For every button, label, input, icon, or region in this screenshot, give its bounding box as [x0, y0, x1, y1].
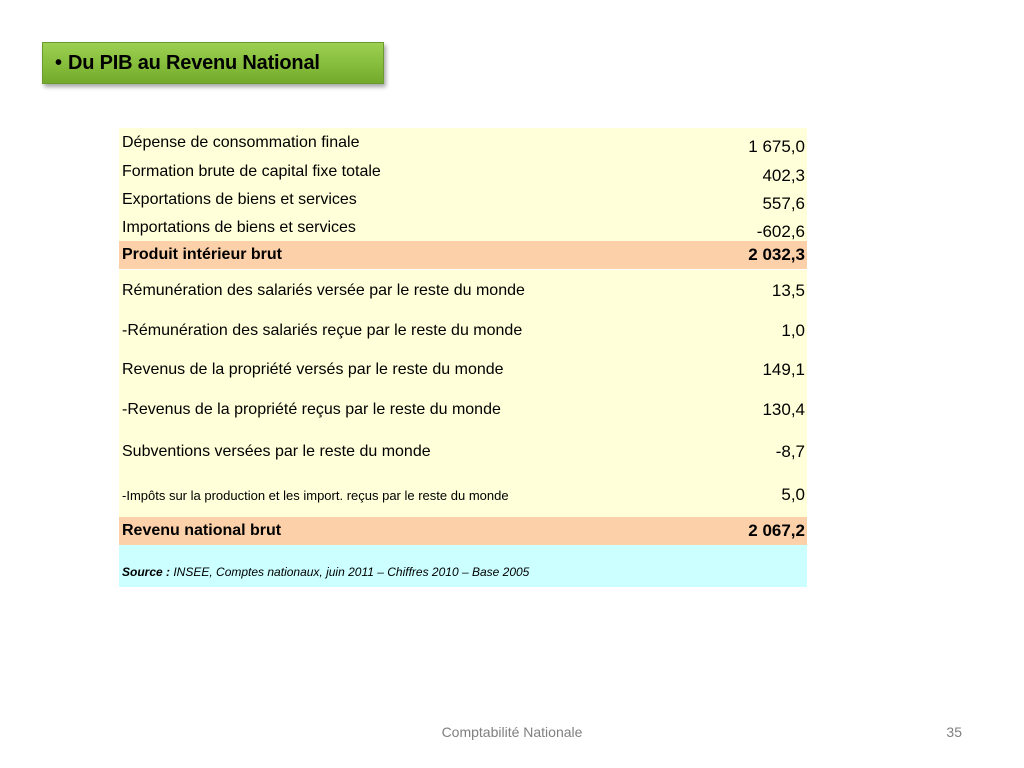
source-text: INSEE, Comptes nationaux, juin 2011 – Chiffres 2010 – Base 2005: [170, 565, 530, 579]
row-value: 2 067,2: [748, 521, 805, 540]
row-value: 13,5: [771, 281, 805, 300]
title-bullet: •: [55, 51, 63, 74]
row-value: 5,0: [781, 485, 805, 504]
row-label: Produit intérieur brut: [122, 246, 282, 263]
table-row: [119, 269, 807, 312]
table-row: [119, 214, 807, 241]
source-label: Source :: [122, 565, 171, 579]
gdp-total-row: [119, 241, 807, 269]
slide-title: Du PIB au Revenu National: [68, 51, 320, 74]
row-value: 1 675,0: [748, 137, 805, 156]
row-label: Rémunération des salariés versée par le reste du monde: [122, 282, 525, 299]
row-label: Revenus de la propriété versés par le reste du monde: [122, 361, 504, 378]
row-label: -Rémunération des salariés reçue par le reste du monde: [122, 322, 523, 339]
table-row: [119, 350, 807, 390]
row-value: 402,3: [762, 166, 805, 185]
national-income-table: [119, 128, 807, 587]
source-note: [119, 545, 807, 587]
table-row: [119, 430, 807, 473]
row-label: Subventions versées par le reste du monde: [122, 442, 431, 460]
row-value: 2 032,3: [748, 245, 805, 264]
table-row: [119, 158, 807, 186]
page-number: 35: [946, 724, 962, 740]
footer-text: Comptabilité Nationale: [441, 724, 583, 740]
row-value: 130,4: [762, 400, 805, 419]
row-value: 149,1: [762, 360, 805, 379]
row-label: Revenu national brut: [122, 522, 282, 539]
row-value: 1,0: [781, 321, 805, 340]
row-value: 557,6: [762, 194, 805, 213]
slide-title-box: [42, 42, 384, 84]
table-row: [119, 128, 807, 158]
table-row: [119, 390, 807, 430]
row-label: Exportations de biens et services: [122, 191, 357, 208]
gni-total-row: [119, 517, 807, 545]
row-label: -Impôts sur la production et les import. reçus par le reste du monde: [122, 487, 509, 503]
table-row: [119, 186, 807, 214]
table-row: [119, 312, 807, 350]
row-label: Dépense de consommation finale: [122, 134, 360, 151]
table-row: [119, 473, 807, 517]
row-value: -8,7: [775, 441, 805, 461]
row-label: Importations de biens et services: [122, 218, 356, 236]
row-label: Formation brute de capital fixe totale: [122, 163, 381, 180]
row-label: -Revenus de la propriété reçus par le reste du monde: [122, 401, 501, 418]
row-value: -602,6: [756, 221, 805, 241]
